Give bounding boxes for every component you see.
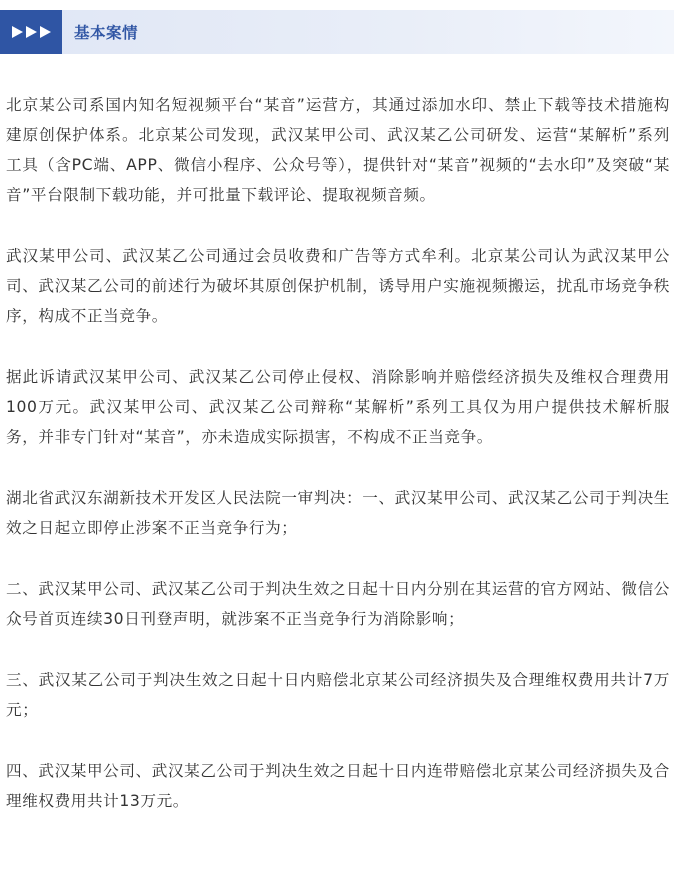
paragraph-case-background: 北京某公司系国内知名短视频平台“某音”运营方，其通过添加水印、禁止下载等技术措施构建原创保护体系。北京某公司发现，武汉某甲公司、武汉某乙公司研发、运营“某解析”系列工具（含PC端、APP、微信小程序、公众号等），提供针对“某音”视频的“去水印”及突破“某音”平台限制下载功能，并可批量下载评论、提取视频音频。 — [6, 96, 670, 204]
arrow-icon — [12, 26, 23, 38]
paragraph-judgment-4: 四、武汉某甲公司、武汉某乙公司于判决生效之日起十日内连带赔偿北京某公司经济损失及合理维权费用共计13万元。 — [6, 762, 670, 810]
arrow-icon — [26, 26, 37, 38]
paragraph-judgment-2: 二、武汉某甲公司、武汉某乙公司于判决生效之日起十日内分别在其运营的官方网站、微信公众号首页连续30日刊登声明，就涉案不正当竞争行为消除影响； — [6, 580, 670, 628]
paragraph-lawsuit-and-defense: 据此诉请武汉某甲公司、武汉某乙公司停止侵权、消除影响并赔偿经济损失及维权合理费用100万元。武汉某甲公司、武汉某乙公司辩称“某解析”系列工具仅为用户提供技术解析服务，并非专门针对“某音”，亦未造成实际损害，不构成不正当竞争。 — [6, 368, 670, 446]
arrow-icon — [40, 26, 51, 38]
paragraph-judgment-1: 湖北省武汉东湖新技术开发区人民法院一审判决：一、武汉某甲公司、武汉某乙公司于判决生效之日起立即停止涉案不正当竞争行为； — [6, 489, 670, 537]
article-body — [6, 90, 670, 847]
section-header — [0, 10, 674, 54]
paragraph-judgment-3: 三、武汉某乙公司于判决生效之日起十日内赔偿北京某公司经济损失及合理维权费用共计7万元； — [6, 671, 670, 719]
paragraph-profit-and-claim: 武汉某甲公司、武汉某乙公司通过会员收费和广告等方式牟利。北京某公司认为武汉某甲公司、武汉某乙公司的前述行为破坏其原创保护机制，诱导用户实施视频搬运，扰乱市场竞争秩序，构成不正当竞争。 — [6, 247, 670, 325]
section-title: 基本案情 — [74, 24, 139, 42]
triple-arrow-icon — [0, 10, 62, 54]
